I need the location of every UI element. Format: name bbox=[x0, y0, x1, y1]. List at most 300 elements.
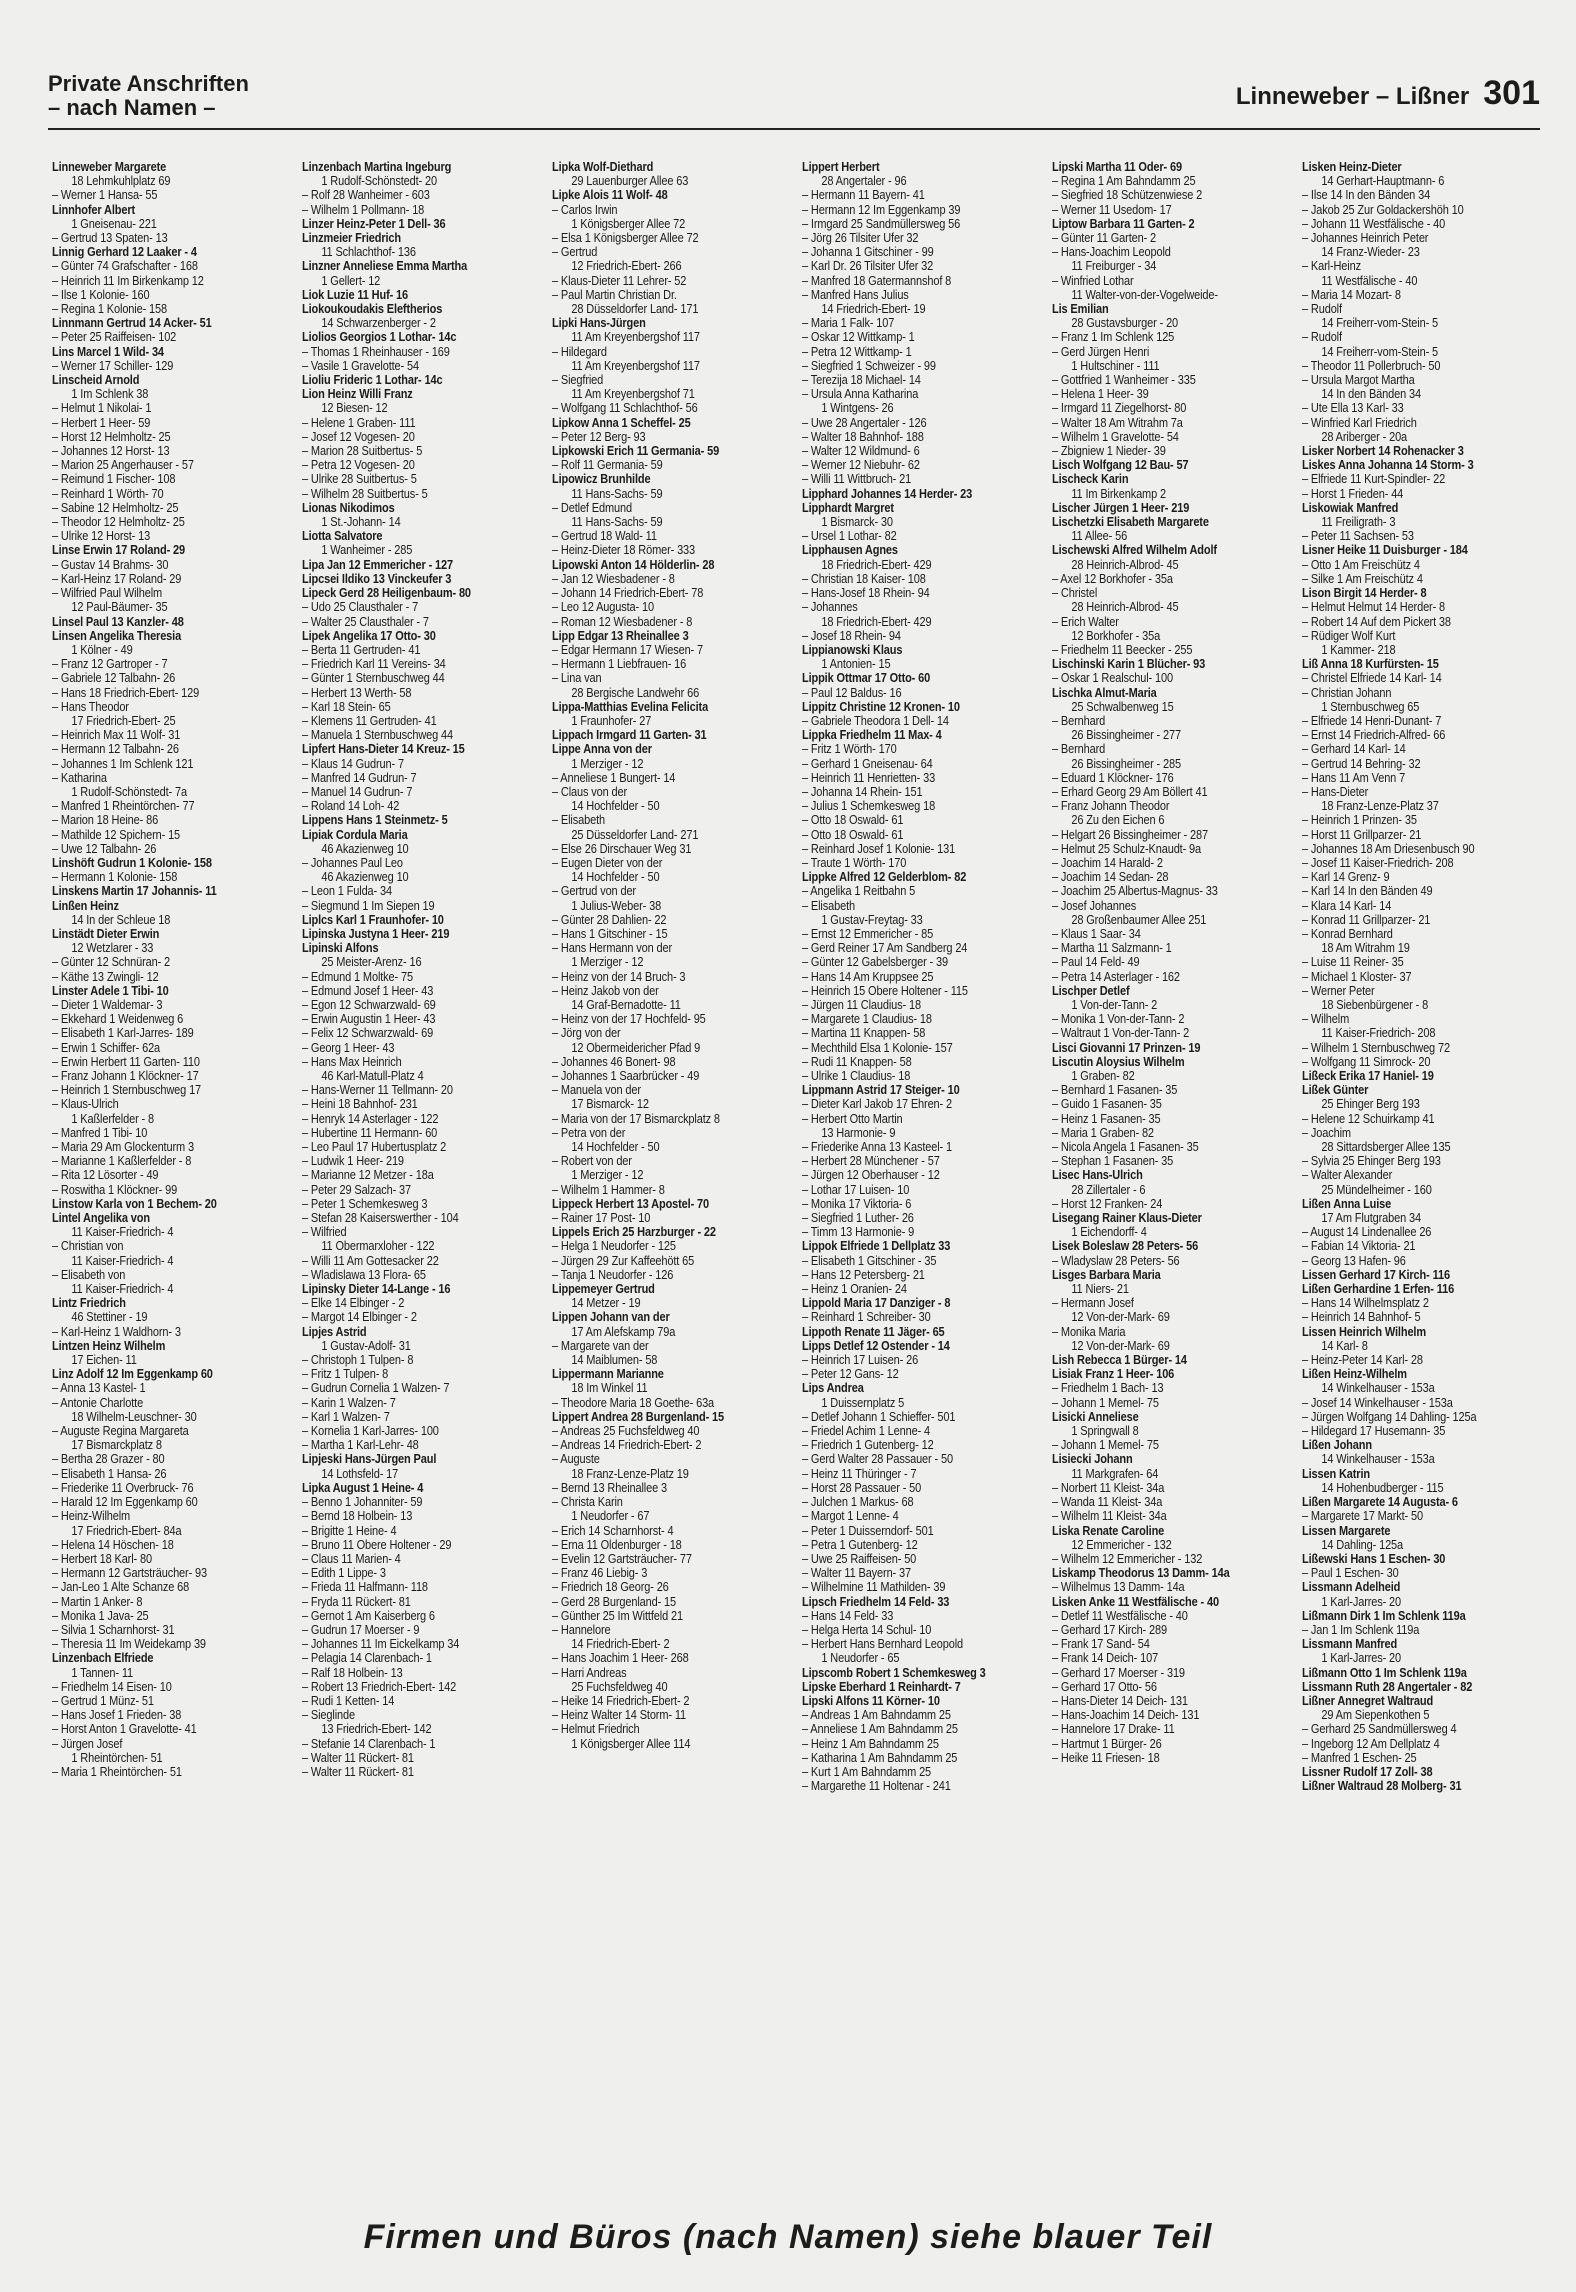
directory-entry: Lißmann Otto 1 Im Schlenk 119a bbox=[1302, 1665, 1467, 1680]
directory-entry: Linzenbach Elfriede bbox=[52, 1651, 154, 1666]
directory-entry: – Walter 12 Wildmund- 6 bbox=[802, 444, 920, 459]
directory-entry: Lischeck Karin bbox=[1052, 472, 1129, 487]
directory-entry: – Friedhelm 11 Beecker - 255 bbox=[1052, 642, 1193, 657]
directory-entry: – Hermann 1 Kolonie- 158 bbox=[52, 870, 178, 885]
directory-entry: – Rolf 28 Wanheimer - 603 bbox=[302, 188, 430, 203]
directory-entry: – Walter 25 Clausthaler - 7 bbox=[302, 614, 429, 629]
directory-entry: Lischka Almut-Maria bbox=[1052, 685, 1157, 700]
directory-entry: Liskes Anna Johanna 14 Storm- 3 bbox=[1302, 458, 1474, 473]
directory-entry: Lißmann Dirk 1 Im Schlenk 119a bbox=[1302, 1608, 1466, 1623]
directory-entry: 25 Mündelheimer - 160 bbox=[1321, 1182, 1432, 1197]
directory-entry: 14 In der Schleue 18 bbox=[71, 912, 171, 927]
section-title bbox=[48, 72, 249, 120]
directory-entry: Lipski Alfons 11 Körner- 10 bbox=[802, 1693, 940, 1708]
directory-entry: – Gerhard 25 Sandmüllersweg 4 bbox=[1302, 1722, 1457, 1737]
directory-entry: Lippmann Astrid 17 Steiger- 10 bbox=[802, 1083, 960, 1098]
directory-entry: 1 Neudorfer - 67 bbox=[571, 1509, 650, 1524]
directory-entry: – Wilfried bbox=[302, 1225, 347, 1240]
directory-entry: – Friederike Anna 13 Kasteel- 1 bbox=[802, 1140, 953, 1155]
directory-entry: 28 Ariberger - 20a bbox=[1321, 429, 1408, 444]
directory-entry: Lißner Waltraud 28 Molberg- 31 bbox=[1302, 1779, 1462, 1794]
directory-entry: – Hans Theodor bbox=[52, 699, 129, 714]
directory-entry: Lißen Heinz-Wilhelm bbox=[1302, 1367, 1407, 1382]
directory-entry: 11 Am Kreyenbergshof 71 bbox=[571, 387, 695, 402]
directory-entry: – Katharina bbox=[52, 770, 107, 785]
directory-entry: 28 Großenbaumer Allee 251 bbox=[1071, 912, 1207, 927]
directory-entry: – Nicola Angela 1 Fasanen- 35 bbox=[1052, 1140, 1199, 1155]
directory-entry: – Heinrich 17 Luisen- 26 bbox=[802, 1353, 919, 1368]
directory-entry: – Jörg 26 Tilsiter Ufer 32 bbox=[802, 231, 919, 246]
directory-entry: Lipinski Alfons bbox=[302, 941, 379, 956]
directory-entry: 1 Königsberger Allee 114 bbox=[571, 1736, 691, 1751]
directory-entry: 1 Gustav-Freytag- 33 bbox=[821, 912, 923, 927]
directory-entry: Lißen Anna Luise bbox=[1302, 1196, 1392, 1211]
directory-entry: Linzmeier Friedrich bbox=[302, 231, 401, 246]
directory-entry: – Gertrud bbox=[552, 245, 598, 260]
directory-entry: 12 Wetzlarer - 33 bbox=[71, 941, 154, 956]
directory-entry: – Elisabeth 1 Gitschiner - 35 bbox=[802, 1253, 937, 1268]
directory-entry: – Leo Paul 17 Hubertusplatz 2 bbox=[302, 1140, 447, 1155]
directory-entry: – Walter 18 Bahnhof- 188 bbox=[802, 429, 924, 444]
directory-entry: – Otto 18 Oswald- 61 bbox=[802, 813, 904, 828]
directory-entry: – Werner 17 Schiller- 129 bbox=[52, 358, 174, 373]
directory-entry: – Hermann 1 Liebfrauen- 16 bbox=[552, 657, 687, 672]
directory-entry: 1 Bismarck- 30 bbox=[821, 515, 893, 530]
directory-entry: Linnig Gerhard 12 Laaker - 4 bbox=[52, 245, 197, 260]
directory-entry: – Hubertine 11 Hermann- 60 bbox=[302, 1125, 438, 1140]
directory-entry: Lissner Rudolf 17 Zoll- 38 bbox=[1302, 1764, 1433, 1779]
directory-entry: – Lina van bbox=[552, 671, 602, 686]
directory-entry: – Elfriede 14 Henri-Dunant- 7 bbox=[1302, 713, 1442, 728]
directory-entry: – Wolfgang 11 Simrock- 20 bbox=[1302, 1054, 1431, 1069]
directory-entry: – Johannes 18 Am Driesenbusch 90 bbox=[1302, 841, 1475, 856]
directory-entry: – Heinz 1 Fasanen- 35 bbox=[1052, 1111, 1161, 1126]
directory-entry: – Günter 1 Sternbuschweg 44 bbox=[302, 671, 445, 686]
directory-entry: – Theodor 11 Pollerbruch- 50 bbox=[1302, 358, 1441, 373]
directory-entry: – Petra 12 Wittkamp- 1 bbox=[802, 344, 912, 359]
directory-entry: Lipkow Anna 1 Scheffel- 25 bbox=[552, 415, 691, 430]
directory-entry: – Günter 74 Grafschafter - 168 bbox=[52, 259, 198, 274]
directory-entry: – Konrad Bernhard bbox=[1302, 926, 1393, 941]
directory-entry: Lionas Nikodimos bbox=[302, 500, 395, 515]
directory-entry: Linstädt Dieter Erwin bbox=[52, 926, 160, 941]
directory-entry: – Margot 14 Elbinger - 2 bbox=[302, 1310, 417, 1325]
directory-entry: – Gerd Walter 28 Passauer - 50 bbox=[802, 1452, 953, 1467]
directory-entry: 1 Gustav-Adolf- 31 bbox=[321, 1338, 411, 1353]
directory-entry: – Terezija 18 Michael- 14 bbox=[802, 373, 921, 388]
directory-entry: – Hannelore bbox=[552, 1622, 611, 1637]
directory-entry: – Christel Elfriede 14 Karl- 14 bbox=[1302, 671, 1442, 686]
directory-entry: – Johann 1 Memel- 75 bbox=[1052, 1438, 1159, 1453]
directory-entry: – Reinhard Josef 1 Kolonie- 131 bbox=[802, 841, 956, 856]
directory-entry: – Timm 13 Harmonie- 9 bbox=[802, 1225, 915, 1240]
directory-entry: – Regina 1 Am Bahndamm 25 bbox=[1052, 174, 1196, 189]
directory-entry: – Rolf 11 Germania- 59 bbox=[552, 458, 663, 473]
directory-entry: – Heinz von der 14 Bruch- 3 bbox=[552, 969, 686, 984]
directory-entry: 14 Hochfelder - 50 bbox=[571, 799, 660, 814]
directory-entry: – Sylvia 25 Ehinger Berg 193 bbox=[1302, 1154, 1441, 1169]
directory-entry: – Robert 14 Auf dem Pickert 38 bbox=[1302, 614, 1451, 629]
directory-entry: – Franz Johann Theodor bbox=[1052, 799, 1170, 814]
directory-entry: 1 Graben- 82 bbox=[1071, 1069, 1135, 1083]
directory-entry: – Eugen Dieter von der bbox=[552, 855, 663, 870]
directory-entry: 12 Von-der-Mark- 69 bbox=[1071, 1338, 1170, 1353]
directory-entry: – Wanda 11 Kleist- 34a bbox=[1052, 1495, 1163, 1510]
directory-entry: – Bernd 13 Rheinallee 3 bbox=[552, 1480, 668, 1495]
directory-entry: – Joachim 14 Harald- 2 bbox=[1052, 855, 1163, 870]
directory-entry: 11 Freiligrath- 3 bbox=[1321, 515, 1396, 530]
directory-entry: – Bertha 28 Grazer - 80 bbox=[52, 1452, 165, 1467]
directory-entry: – Christa Karin bbox=[552, 1495, 623, 1510]
directory-entry: – Manuela 1 Sternbuschweg 44 bbox=[302, 728, 454, 743]
directory-entry: 11 Westfälische - 40 bbox=[1321, 273, 1418, 288]
directory-entry: – Johannes 12 Horst- 13 bbox=[52, 444, 170, 459]
directory-entry: – Manfred 14 Gudrun- 7 bbox=[302, 770, 417, 785]
directory-entry: – Brigitte 1 Heine- 4 bbox=[302, 1523, 397, 1538]
directory-entry: Linsel Paul 13 Kanzler- 48 bbox=[52, 614, 184, 629]
directory-entry: – Waltraut 1 Von-der-Tann- 2 bbox=[1052, 1026, 1190, 1041]
directory-entry: 11 Kaiser-Friedrich- 4 bbox=[71, 1225, 174, 1240]
directory-entry: – Klaus-Ulrich bbox=[52, 1097, 119, 1112]
directory-entry: – Helgart 26 Bissingheimer - 287 bbox=[1052, 827, 1208, 842]
directory-entry: – Werner 11 Usedom- 17 bbox=[1052, 202, 1172, 217]
directory-entry: – Marion 18 Heine- 86 bbox=[52, 813, 159, 828]
directory-entry: – Horst 12 Franken- 24 bbox=[1052, 1196, 1163, 1211]
directory-entry: – Konrad 11 Grillparzer- 21 bbox=[1302, 912, 1431, 927]
directory-entry: – Johannes 11 Im Eickelkamp 34 bbox=[302, 1637, 460, 1652]
directory-entry: Linster Adele 1 Tibi- 10 bbox=[52, 983, 169, 998]
directory-entry: – Bernhard bbox=[1052, 742, 1106, 757]
directory-entry: – Theresia 11 Im Weidekamp 39 bbox=[52, 1637, 206, 1652]
directory-entry: Lißewski Hans 1 Eschen- 30 bbox=[1302, 1551, 1446, 1566]
footer-note: Firmen und Büros (nach Namen) siehe blauer Teil bbox=[363, 2218, 1213, 2256]
directory-entry: Lipki Hans-Jürgen bbox=[552, 316, 646, 331]
directory-entry: – Marion 28 Suitbertus- 5 bbox=[302, 444, 423, 459]
directory-entry: Lissen Margarete bbox=[1302, 1523, 1391, 1538]
directory-entry: Lippik Ottmar 17 Otto- 60 bbox=[802, 671, 931, 686]
directory-entry: – Josef 14 Winkelhauser - 153a bbox=[1302, 1395, 1453, 1410]
directory-entry: – Robert 13 Friedrich-Ebert- 142 bbox=[302, 1679, 457, 1694]
directory-entry: Lischer Jürgen 1 Heer- 219 bbox=[1052, 500, 1190, 515]
directory-entry: – Maria von der 17 Bismarckplatz 8 bbox=[552, 1111, 720, 1126]
directory-entry: 1 Duissernplatz 5 bbox=[821, 1395, 905, 1410]
directory-entry: – Johann 1 Memel- 75 bbox=[1052, 1395, 1159, 1410]
directory-entry: Lipka Wolf-Diethard bbox=[552, 160, 654, 174]
directory-entry: – Wilhelm 1 Sternbuschweg 72 bbox=[1302, 1040, 1450, 1055]
directory-entry: – Felix 12 Schwarzwald- 69 bbox=[302, 1026, 434, 1041]
directory-entry: – Hans 11 Am Venn 7 bbox=[1302, 770, 1406, 785]
directory-entry: 1 Gneisenau- 221 bbox=[71, 216, 157, 231]
directory-entry: – Detlef Edmund bbox=[552, 500, 632, 515]
directory-entry: – Elisabeth 1 Hansa- 26 bbox=[52, 1466, 167, 1481]
directory-entry: 14 Lothsfeld- 17 bbox=[321, 1466, 399, 1481]
directory-entry: 1 Rudolf-Schönstedt- 20 bbox=[321, 174, 437, 189]
directory-entry: – Pelagia 14 Clarenbach- 1 bbox=[302, 1651, 432, 1666]
directory-entry: 14 Hochfelder - 50 bbox=[571, 1140, 660, 1155]
directory-entry: 28 Heinrich-Albrod- 45 bbox=[1071, 557, 1179, 572]
directory-entry: – Monika Maria bbox=[1052, 1324, 1126, 1339]
directory-entry: – Heinrich 15 Obere Holtener - 115 bbox=[802, 983, 968, 998]
directory-entry: – Sieglinde bbox=[302, 1708, 355, 1723]
directory-entry: – Paul 12 Baldus- 16 bbox=[802, 685, 902, 700]
directory-entry: Liska Renate Caroline bbox=[1052, 1523, 1165, 1538]
directory-entry: – Ilse 14 In den Bänden 34 bbox=[1302, 188, 1431, 203]
directory-entry: 14 Friedrich-Ebert- 19 bbox=[821, 302, 926, 317]
directory-entry: – Anneliese 1 Am Bahndamm 25 bbox=[802, 1722, 958, 1737]
directory-entry: – Manfred 1 Tibi- 10 bbox=[52, 1125, 148, 1140]
directory-entry: – Erwin Herbert 11 Garten- 110 bbox=[52, 1054, 200, 1069]
directory-entry: – Christian Johann bbox=[1302, 685, 1392, 700]
directory-entry: – Klemens 11 Gertruden- 41 bbox=[302, 713, 437, 728]
directory-entry: – Friedhelm 1 Bach- 13 bbox=[1052, 1381, 1164, 1396]
section-title-line2: – nach Namen – bbox=[48, 95, 216, 120]
directory-entry: – Günter 12 Schnüran- 2 bbox=[52, 955, 171, 970]
directory-entry: Lipphausen Agnes bbox=[802, 543, 898, 558]
directory-entry: Lips Andrea bbox=[802, 1381, 864, 1396]
directory-entry: Lipeck Gerd 28 Heiligenbaum- 80 bbox=[302, 586, 471, 601]
directory-entry: 11 Schlachthof- 136 bbox=[321, 245, 416, 260]
directory-entry: – Heike 11 Friesen- 18 bbox=[1052, 1750, 1160, 1765]
directory-entry: – Heinrich 1 Sternbuschweg 17 bbox=[52, 1083, 202, 1098]
directory-entry: 1 Kölner - 49 bbox=[71, 642, 133, 657]
directory-entry: – Wilhelm 12 Emmericher - 132 bbox=[1052, 1551, 1203, 1566]
directory-entry: 1 Rheintörchen- 51 bbox=[71, 1750, 163, 1765]
directory-entry: Liscutin Aloysius Wilhelm bbox=[1052, 1054, 1185, 1069]
directory-entry: Lipphardt Margret bbox=[802, 500, 894, 515]
directory-entry: 18 Friedrich-Ebert- 429 bbox=[821, 557, 932, 572]
directory-entry: – Lothar 17 Luisen- 10 bbox=[802, 1182, 910, 1197]
directory-entry: – Karl-Heinz 17 Roland- 29 bbox=[52, 571, 182, 586]
directory-entry: 17 Am Flutgraben 34 bbox=[1321, 1211, 1421, 1226]
directory-entry: 1 Karl-Jarres- 20 bbox=[1321, 1651, 1402, 1666]
directory-entry: – Dieter 1 Waldemar- 3 bbox=[52, 997, 163, 1012]
directory-entry: – Karl 14 Grenz- 9 bbox=[1302, 870, 1390, 885]
directory-entry: 14 Metzer - 19 bbox=[571, 1296, 641, 1311]
directory-entry: – Heinrich 14 Bahnhof- 5 bbox=[1302, 1310, 1421, 1325]
directory-entry: – Friedhelm 14 Eisen- 10 bbox=[52, 1679, 172, 1694]
directory-column bbox=[1052, 160, 1302, 2200]
directory-entry: 11 Kaiser-Friedrich- 4 bbox=[71, 1253, 174, 1268]
directory-entry: – Franz Johann 1 Klöckner- 17 bbox=[52, 1069, 199, 1083]
directory-entry: – Erna 11 Oldenburger - 18 bbox=[552, 1537, 682, 1552]
directory-entry: – Maria 1 Falk- 107 bbox=[802, 316, 895, 331]
directory-entry: – Bruno 11 Obere Holtener - 29 bbox=[302, 1537, 452, 1552]
directory-entry: 11 Hans-Sachs- 59 bbox=[571, 515, 663, 530]
directory-entry: – Elke 14 Elbinger - 2 bbox=[302, 1296, 405, 1311]
directory-entry: – Herbert Otto Martin bbox=[802, 1111, 903, 1126]
directory-entry: – Horst 28 Passauer - 50 bbox=[802, 1480, 922, 1495]
directory-entry: – Frank 17 Sand- 54 bbox=[1052, 1637, 1150, 1652]
directory-entry: Lippert Herbert bbox=[802, 160, 880, 174]
directory-entry: – Silke 1 Am Freischütz 4 bbox=[1302, 571, 1423, 586]
directory-entry: – Ursula Anna Katharina bbox=[802, 387, 919, 402]
directory-entry: – Gertrud 1 Münz- 51 bbox=[52, 1693, 154, 1708]
directory-entry: 46 Karl-Matull-Platz 4 bbox=[321, 1069, 424, 1083]
directory-entry: – Ernst 12 Emmericher - 85 bbox=[802, 926, 934, 941]
directory-entry: – Jürgen Josef bbox=[52, 1736, 123, 1751]
directory-entry: – Jörg von der bbox=[552, 1026, 621, 1041]
directory-entry: Lippen Johann van der bbox=[552, 1310, 670, 1325]
directory-entry: 17 Bismarck- 12 bbox=[571, 1097, 649, 1112]
directory-entry: Lißen Gerhardine 1 Erfen- 116 bbox=[1302, 1282, 1455, 1297]
directory-entry: Lisken Anke 11 Westfälische - 40 bbox=[1052, 1594, 1219, 1609]
section-title-line1: Private Anschriften bbox=[48, 71, 249, 96]
directory-entry: – Peter 25 Raiffeisen- 102 bbox=[52, 330, 177, 345]
directory-entry: – Karl-Heinz 1 Waldhorn- 3 bbox=[52, 1324, 181, 1339]
directory-entry: 18 Wilhelm-Leuschner- 30 bbox=[71, 1409, 197, 1424]
directory-entry: – Udo 25 Clausthaler - 7 bbox=[302, 600, 419, 615]
directory-entry: – Johanna 14 Rhein- 151 bbox=[802, 784, 923, 799]
directory-entry: – Heinz 1 Oranien- 24 bbox=[802, 1282, 907, 1297]
directory-entry: 14 Maiblumen- 58 bbox=[571, 1353, 658, 1368]
directory-entry: – Rudolf bbox=[1302, 302, 1342, 317]
directory-entry: – Margarethe 11 Holtenar - 241 bbox=[802, 1779, 951, 1794]
directory-entry: – Detlef Johann 1 Schieffer- 501 bbox=[802, 1409, 956, 1424]
directory-entry: 13 Friedrich-Ebert- 142 bbox=[321, 1722, 432, 1737]
directory-entry: – Karin 1 Walzen- 7 bbox=[302, 1395, 396, 1410]
directory-entry: – Horst Anton 1 Gravelotte- 41 bbox=[52, 1722, 197, 1737]
directory-entry: – Ursula Margot Martha bbox=[1302, 373, 1415, 388]
directory-entry: – Leo 12 Augusta- 10 bbox=[552, 600, 654, 615]
directory-entry: – Peter 1 Duisserndorf- 501 bbox=[802, 1523, 934, 1538]
directory-entry: – Martina 11 Knappen- 58 bbox=[802, 1026, 926, 1041]
directory-entry: 14 Dahling- 125a bbox=[1321, 1537, 1404, 1552]
directory-entry: – Wilhelm 28 Suitbertus- 5 bbox=[302, 486, 428, 501]
directory-entry: – Tanja 1 Neudorfer - 126 bbox=[552, 1267, 674, 1282]
directory-entry: – Kornelia 1 Karl-Jarres- 100 bbox=[302, 1424, 439, 1439]
directory-entry: 14 Graf-Bernadotte- 11 bbox=[571, 997, 681, 1012]
directory-entry: Linzer Heinz-Peter 1 Dell- 36 bbox=[302, 216, 446, 231]
directory-entry: – Karl Dr. 26 Tilsiter Ufer 32 bbox=[802, 259, 934, 274]
directory-entry: Lipscomb Robert 1 Schemkesweg 3 bbox=[802, 1665, 986, 1680]
directory-entry: – Uwe 25 Raiffeisen- 50 bbox=[802, 1551, 917, 1566]
directory-entry: Lipp Edgar 13 Rheinallee 3 bbox=[552, 628, 689, 643]
directory-entry: – Andreas 1 Am Bahndamm 25 bbox=[802, 1708, 951, 1723]
directory-entry: – Hans-Dieter 14 Deich- 131 bbox=[1052, 1693, 1188, 1708]
directory-entry: Linscheid Arnold bbox=[52, 373, 140, 388]
directory-entry: Lißner Annegret Waltraud bbox=[1302, 1693, 1434, 1708]
directory-entry: 1 Antonien- 15 bbox=[821, 657, 891, 672]
directory-entry: – Edmund Josef 1 Heer- 43 bbox=[302, 983, 434, 998]
directory-entry: – Winfried Lothar bbox=[1052, 273, 1134, 288]
directory-entry: – Heinz-Peter 14 Karl- 28 bbox=[1302, 1353, 1423, 1368]
directory-entry: Lippa-Matthias Evelina Felicita bbox=[552, 699, 709, 714]
directory-entry: – Sabine 12 Helmholtz- 25 bbox=[52, 500, 179, 515]
directory-entry: 46 Akazienweg 10 bbox=[321, 870, 409, 885]
directory-entry: 14 Freiherr-vom-Stein- 5 bbox=[1321, 316, 1439, 331]
directory-entry: – Benno 1 Johanniter- 59 bbox=[302, 1495, 423, 1510]
directory-entry: Lipinska Justyna 1 Heer- 219 bbox=[302, 926, 450, 941]
directory-entry: – Irmgard 25 Sandmüllersweg 56 bbox=[802, 216, 961, 231]
directory-entry: Linsen Angelika Theresia bbox=[52, 628, 182, 643]
directory-entry: 12 Emmericher - 132 bbox=[1071, 1537, 1172, 1552]
directory-entry: – Hermann 11 Bayern- 41 bbox=[802, 188, 925, 203]
directory-entry: Lison Birgit 14 Herder- 8 bbox=[1302, 586, 1427, 601]
directory-entry: Lippitz Christine 12 Kronen- 10 bbox=[802, 699, 960, 714]
directory-entry: – Erich 14 Scharnhorst- 4 bbox=[552, 1523, 674, 1538]
directory-entry: – Edith 1 Lippe- 3 bbox=[302, 1566, 386, 1581]
directory-entry: Linzenbach Martina Ingeburg bbox=[302, 160, 452, 174]
directory-entry: – Roswitha 1 Klöckner- 99 bbox=[52, 1182, 178, 1197]
directory-entry: – Wilhelm 1 Hammer- 8 bbox=[552, 1182, 665, 1197]
directory-entry: – Hartmut 1 Bürger- 26 bbox=[1052, 1736, 1162, 1751]
directory-entry: – Gerhard 17 Kirch- 289 bbox=[1052, 1622, 1167, 1637]
directory-entry: Linneweber Margarete bbox=[52, 160, 167, 174]
directory-entry: – Peter 12 Berg- 93 bbox=[552, 429, 646, 444]
directory-entry: – Mathilde 12 Spichern- 15 bbox=[52, 827, 181, 842]
directory-entry: 1 Im Schlenk 38 bbox=[71, 387, 149, 402]
directory-entry: 13 Harmonie- 9 bbox=[821, 1125, 896, 1140]
directory-entry: – Horst 11 Grillparzer- 21 bbox=[1302, 827, 1422, 842]
directory-entry: – Käthe 13 Zwingli- 12 bbox=[52, 969, 159, 984]
directory-entry: – Anna 13 Kastel- 1 bbox=[52, 1381, 146, 1396]
directory-entry: – Harald 12 Im Eggenkamp 60 bbox=[52, 1495, 198, 1510]
directory-entry: – Karl 14 In den Bänden 49 bbox=[1302, 884, 1433, 899]
directory-entry: – Josef 12 Vogesen- 20 bbox=[302, 429, 415, 444]
directory-entry: 18 Friedrich-Ebert- 429 bbox=[821, 614, 932, 629]
directory-entry: – Hermann 12 Gartsträucher- 93 bbox=[52, 1566, 208, 1581]
directory-entry: – Friederike 11 Overbruck- 76 bbox=[52, 1480, 194, 1495]
directory-entry: – Siegfried bbox=[552, 373, 604, 388]
directory-entry: – Dieter Karl Jakob 17 Ehren- 2 bbox=[802, 1097, 952, 1112]
directory-entry: – Margarete van der bbox=[552, 1338, 649, 1353]
directory-entry: – Heinz-Wilhelm bbox=[52, 1509, 131, 1524]
directory-entry: – Martha 1 Karl-Lehr- 48 bbox=[302, 1438, 419, 1453]
directory-entry: – Hans Max Heinrich bbox=[302, 1054, 402, 1069]
directory-entry: – Wilfried Paul Wilhelm bbox=[52, 586, 163, 601]
directory-entry: Lis Emilian bbox=[1052, 302, 1109, 317]
directory-entry: – Carlos Irwin bbox=[552, 202, 618, 217]
directory-entry: Lisci Giovanni 17 Prinzen- 19 bbox=[1052, 1040, 1201, 1055]
directory-entry: 11 Freiburger - 34 bbox=[1071, 259, 1157, 274]
directory-entry: – Wilhelm 1 Pollmann- 18 bbox=[302, 202, 425, 217]
directory-entry: 18 Am Witrahm 19 bbox=[1321, 941, 1410, 956]
directory-entry: – Gerhard 1 Gneisenau- 64 bbox=[802, 756, 933, 771]
directory-entry: – Roman 12 Wiesbadener - 8 bbox=[552, 614, 693, 629]
directory-entry: 14 Hohenbudberger - 115 bbox=[1321, 1480, 1444, 1495]
directory-entry: – Hans 14 Am Kruppsee 25 bbox=[802, 969, 934, 984]
directory-entry: 11 Kaiser-Friedrich- 4 bbox=[71, 1282, 174, 1297]
directory-entry: 14 Winkelhauser - 153a bbox=[1321, 1452, 1435, 1467]
directory-entry: – Jürgen 11 Claudius- 18 bbox=[802, 997, 921, 1012]
directory-entry: – Klaus-Dieter 11 Lehrer- 52 bbox=[552, 273, 687, 288]
directory-entry: – Manuel 14 Gudrun- 7 bbox=[302, 784, 413, 799]
directory-entry: – Auguste Regina Margareta bbox=[52, 1424, 189, 1439]
directory-entry: – Reimund 1 Fischer- 108 bbox=[52, 472, 176, 487]
directory-entry: Lipkowski Erich 11 Germania- 59 bbox=[552, 444, 720, 459]
directory-entry: – Rudi 1 Ketten- 14 bbox=[302, 1693, 395, 1708]
directory-entry: – Günter 11 Garten- 2 bbox=[1052, 231, 1157, 246]
directory-entry: – Maria 1 Rheintörchen- 51 bbox=[52, 1764, 182, 1779]
directory-entry: – Jürgen 29 Zur Kaffeehött 65 bbox=[552, 1253, 695, 1268]
directory-entry: Liskamp Theodorus 13 Damm- 14a bbox=[1052, 1566, 1230, 1581]
directory-entry: Lisiak Franz 1 Heer- 106 bbox=[1052, 1367, 1175, 1382]
directory-entry: 18 Im Winkel 11 bbox=[571, 1381, 648, 1396]
directory-entry: – Johannes bbox=[802, 600, 858, 615]
directory-entry: Lisiecki Johann bbox=[1052, 1452, 1133, 1467]
directory-entry: Lippoth Renate 11 Jäger- 65 bbox=[802, 1324, 945, 1339]
directory-entry: 18 Siebenbürgener - 8 bbox=[1321, 997, 1429, 1012]
directory-entry: – Heinz 1 Am Bahndamm 25 bbox=[802, 1736, 939, 1751]
directory-entry: Lipfert Hans-Dieter 14 Kreuz- 15 bbox=[302, 742, 465, 757]
directory-entry: – Oskar 1 Realschul- 100 bbox=[1052, 671, 1173, 686]
directory-entry: – Günter 28 Dahlien- 22 bbox=[552, 912, 667, 927]
page-header-right bbox=[1236, 74, 1540, 113]
directory-entry: – Zbigniew 1 Nieder- 39 bbox=[1052, 444, 1166, 459]
directory-column bbox=[1302, 160, 1552, 2200]
header-rule bbox=[48, 128, 1540, 130]
directory-entry: – Herbert 18 Karl- 80 bbox=[52, 1551, 152, 1566]
